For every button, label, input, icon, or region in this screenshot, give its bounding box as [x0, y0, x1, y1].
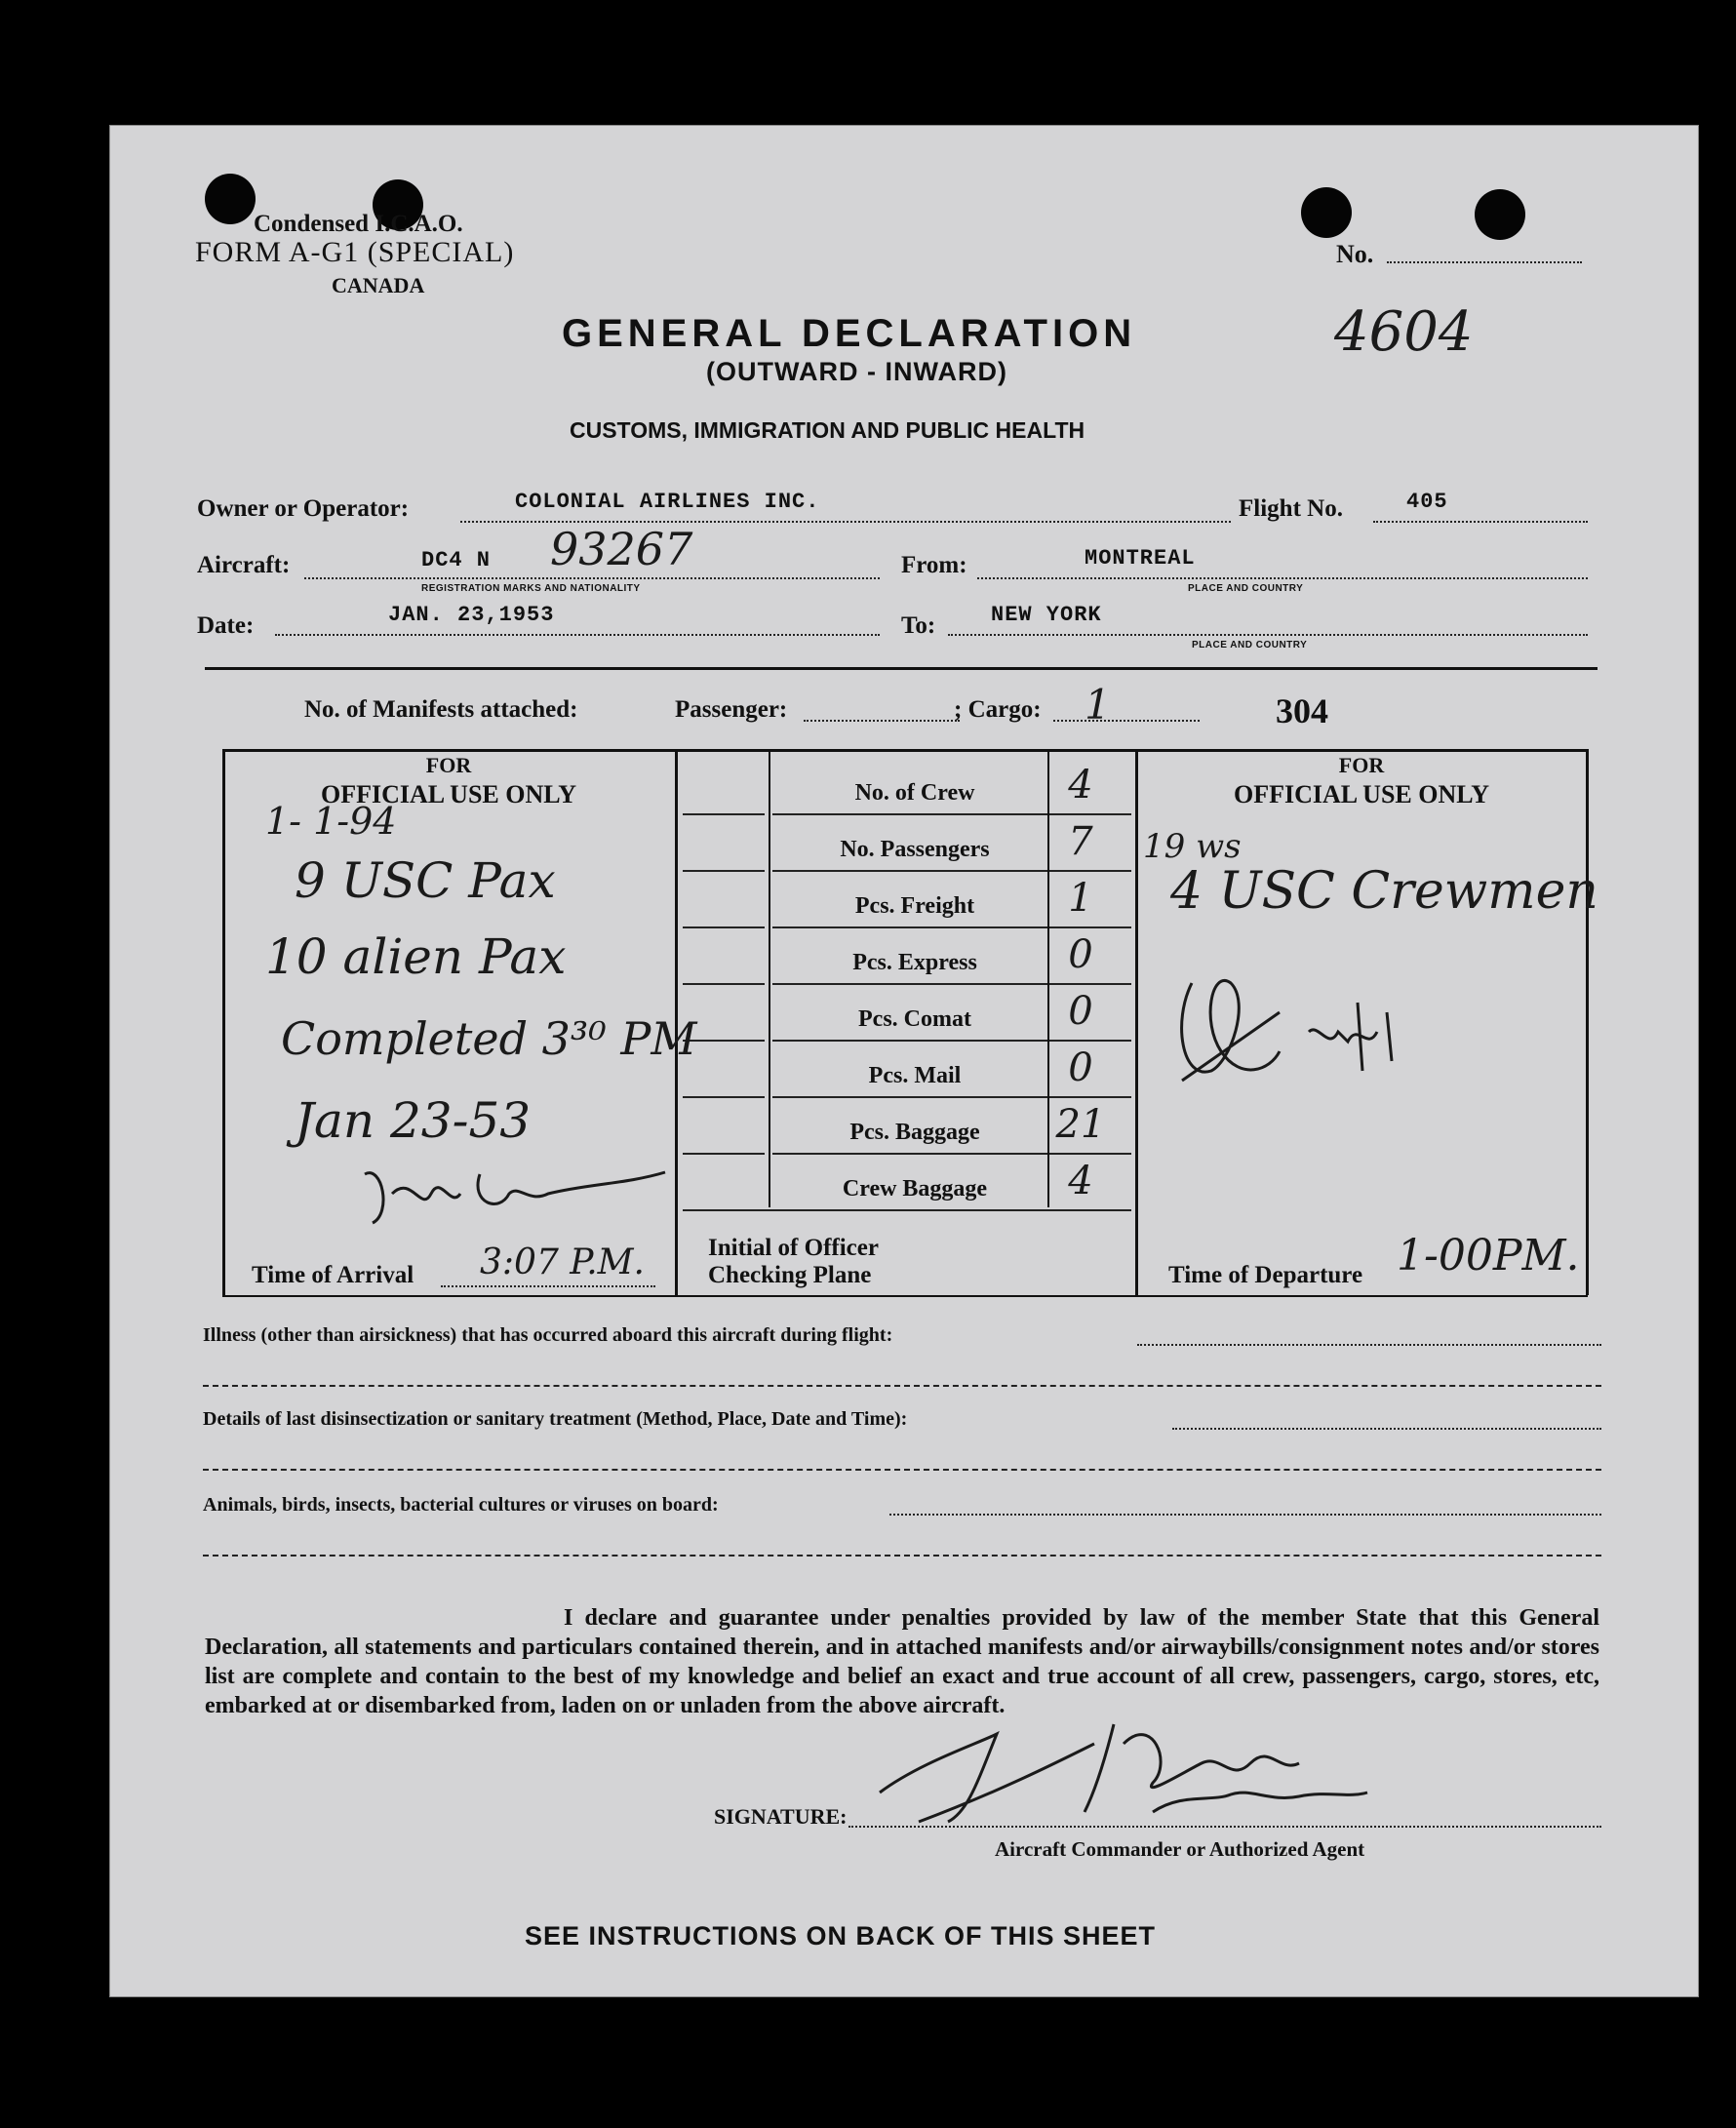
- left-header-official: OFFICIAL USE ONLY: [321, 780, 576, 808]
- row-rule-right: [1049, 813, 1131, 815]
- signature-caption: Aircraft Commander or Authorized Agent: [995, 1837, 1365, 1861]
- row-rule-right: [1049, 926, 1131, 928]
- initial-officer-label: Initial of Officer: [708, 1235, 879, 1261]
- disinsect-line: [1172, 1428, 1601, 1430]
- from-caption: PLACE AND COUNTRY: [1188, 583, 1304, 594]
- cargo-line: [1053, 720, 1200, 722]
- condensed-icao: Condensed I.C.A.O.: [254, 211, 463, 237]
- aircraft-registration-hand: 93267: [550, 523, 693, 575]
- row-label-freight: Pcs. Freight: [854, 893, 975, 919]
- table-top-border: [222, 749, 1588, 752]
- to-label: To:: [901, 612, 936, 639]
- row-label-crew: No. of Crew: [854, 780, 975, 806]
- cargo-value: 1: [1085, 681, 1111, 729]
- left-note-4: Completed 3³⁰ PM: [281, 1012, 697, 1065]
- time-arrival-label: Time of Arrival: [252, 1262, 414, 1288]
- footer-instructions: SEE INSTRUCTIONS ON BACK OF THIS SHEET: [525, 1921, 1157, 1951]
- form-number: FORM A-G1 (SPECIAL): [195, 236, 515, 268]
- form-country: CANADA: [332, 273, 425, 297]
- punch-hole-right-1: [1301, 187, 1352, 238]
- time-departure-value: 1-00PM.: [1397, 1231, 1580, 1281]
- to-value: NEW YORK: [991, 603, 1102, 627]
- date-line: [275, 634, 880, 636]
- flight-line: [1373, 521, 1588, 523]
- from-line: [977, 577, 1588, 579]
- animals-line-2: [203, 1555, 1601, 1557]
- no-label: No.: [1336, 240, 1374, 268]
- from-label: From:: [901, 552, 967, 578]
- declaration-text: I declare and guarantee under penalties provided by law of the member State that this General Declaration, all statements and particulars contained therein, and in attached manifests and/or airwaybills/consignment notes and/or stores list are complete and contain to the best of my knowledge and belief an exact and true account of all crew, passengers, cargo, stores, etc, embarked at or disembarked from, laden on or unladen from the above aircraft.: [205, 1605, 1599, 1718]
- cargo-label: ; Cargo:: [954, 696, 1042, 723]
- row-label-express: Pcs. Express: [852, 950, 977, 975]
- flight-label: Flight No.: [1239, 495, 1343, 522]
- table-left-border: [222, 749, 225, 1295]
- right-note-2: 4 USC Crewmen: [1170, 862, 1598, 921]
- punch-hole-left-1: [205, 174, 256, 224]
- officer-signature-scribble: [1163, 964, 1455, 1100]
- commander-signature: [860, 1705, 1445, 1841]
- row-rule-left: [683, 870, 765, 872]
- row-rule-left: [683, 1096, 765, 1098]
- row-rule: [772, 870, 1047, 872]
- to-line: [948, 634, 1588, 636]
- disinsect-label: Details of last disinsectization or sanitary treatment (Method, Place, Date and Time):: [203, 1408, 908, 1430]
- row-rule: [772, 1096, 1047, 1098]
- row-value-express: 0: [1068, 932, 1093, 977]
- header-separator: [205, 667, 1598, 670]
- row-rule: [683, 1209, 1131, 1211]
- registration-caption: REGISTRATION MARKS AND NATIONALITY: [421, 583, 641, 594]
- row-rule: [772, 1153, 1047, 1155]
- row-value-freight: 1: [1068, 876, 1093, 921]
- punch-hole-right-2: [1475, 189, 1525, 240]
- row-rule-left: [683, 813, 765, 815]
- passenger-line: [804, 720, 960, 722]
- manifests-label: No. of Manifests attached:: [304, 696, 578, 723]
- table-bottom-border: [222, 1295, 1588, 1297]
- disinsect-line-2: [203, 1469, 1601, 1471]
- signature-label: SIGNATURE:: [714, 1804, 848, 1829]
- row-label-baggage: Pcs. Baggage: [849, 1120, 980, 1145]
- signature-line: [848, 1826, 1601, 1828]
- time-departure-label: Time of Departure: [1168, 1262, 1363, 1288]
- animals-label: Animals, birds, insects, bacterial cultures or viruses on board:: [203, 1494, 719, 1516]
- row-value-mail: 0: [1068, 1045, 1093, 1090]
- row-rule-right: [1049, 870, 1131, 872]
- aircraft-label: Aircraft:: [197, 552, 291, 578]
- subheading: CUSTOMS, IMMIGRATION AND PUBLIC HEALTH: [570, 417, 1085, 443]
- row-rule-right: [1049, 1096, 1131, 1098]
- flight-value: 405: [1406, 490, 1448, 514]
- time-arrival-value: 3:07 P.M.: [480, 1242, 645, 1282]
- time-arrival-line: [441, 1285, 655, 1287]
- row-rule-right: [1049, 1153, 1131, 1155]
- date-label: Date:: [197, 612, 255, 639]
- handwritten-number: 4604: [1334, 300, 1474, 364]
- row-rule-left: [683, 1153, 765, 1155]
- to-caption: PLACE AND COUNTRY: [1192, 640, 1308, 650]
- page-title: GENERAL DECLARATION: [562, 312, 1137, 355]
- row-rule: [772, 926, 1047, 928]
- row-value-comat: 0: [1068, 989, 1093, 1034]
- manifest-number: 304: [1276, 691, 1328, 730]
- row-rule-right: [1049, 983, 1131, 985]
- date-value: JAN. 23,1953: [388, 603, 555, 627]
- row-rule: [772, 813, 1047, 815]
- from-value: MONTREAL: [1085, 546, 1196, 571]
- row-rule-left: [683, 983, 765, 985]
- owner-label: Owner or Operator:: [197, 495, 410, 522]
- row-label-comat: Pcs. Comat: [858, 1006, 971, 1032]
- row-rule: [772, 983, 1047, 985]
- right-header-official: OFFICIAL USE ONLY: [1234, 780, 1489, 808]
- row-label-passengers: No. Passengers: [840, 837, 990, 862]
- left-note-3: 10 alien Pax: [265, 928, 567, 985]
- row-value-baggage: 21: [1055, 1102, 1106, 1147]
- animals-line: [889, 1514, 1601, 1516]
- no-line: [1387, 261, 1582, 263]
- table-col-divider-2: [1135, 749, 1138, 1295]
- illness-label: Illness (other than airsickness) that has occurred aboard this aircraft during flight:: [203, 1324, 893, 1346]
- row-rule: [772, 1040, 1047, 1042]
- left-note-5: Jan 23-53: [295, 1092, 532, 1149]
- row-rule-left: [683, 926, 765, 928]
- page-subtitle: (OUTWARD - INWARD): [706, 357, 1007, 386]
- row-value-passengers: 7: [1068, 819, 1093, 864]
- aircraft-type: DC4 N: [421, 548, 492, 572]
- passenger-label: Passenger:: [675, 696, 788, 723]
- left-note-2: 9 USC Pax: [295, 852, 556, 909]
- left-note-1: 1- 1-94: [265, 800, 397, 843]
- row-rule-right: [1049, 1040, 1131, 1042]
- row-value-crew-baggage: 4: [1068, 1159, 1093, 1203]
- right-header-for: FOR: [1338, 753, 1385, 777]
- row-value-crew: 4: [1068, 763, 1093, 808]
- illness-line-2: [203, 1385, 1601, 1387]
- right-note-1: 19 ws: [1143, 827, 1242, 866]
- aircraft-line: [304, 577, 880, 579]
- left-header-for: FOR: [425, 753, 472, 777]
- officer-initials-scribble: [353, 1155, 675, 1233]
- row-label-crew-baggage: Crew Baggage: [842, 1176, 988, 1202]
- document-page: [109, 125, 1699, 1997]
- table-right-border: [1586, 749, 1589, 1295]
- checking-plane-label: Checking Plane: [708, 1262, 872, 1288]
- owner-value: COLONIAL AIRLINES INC.: [515, 490, 820, 514]
- row-label-mail: Pcs. Mail: [868, 1063, 962, 1088]
- illness-line: [1137, 1344, 1601, 1346]
